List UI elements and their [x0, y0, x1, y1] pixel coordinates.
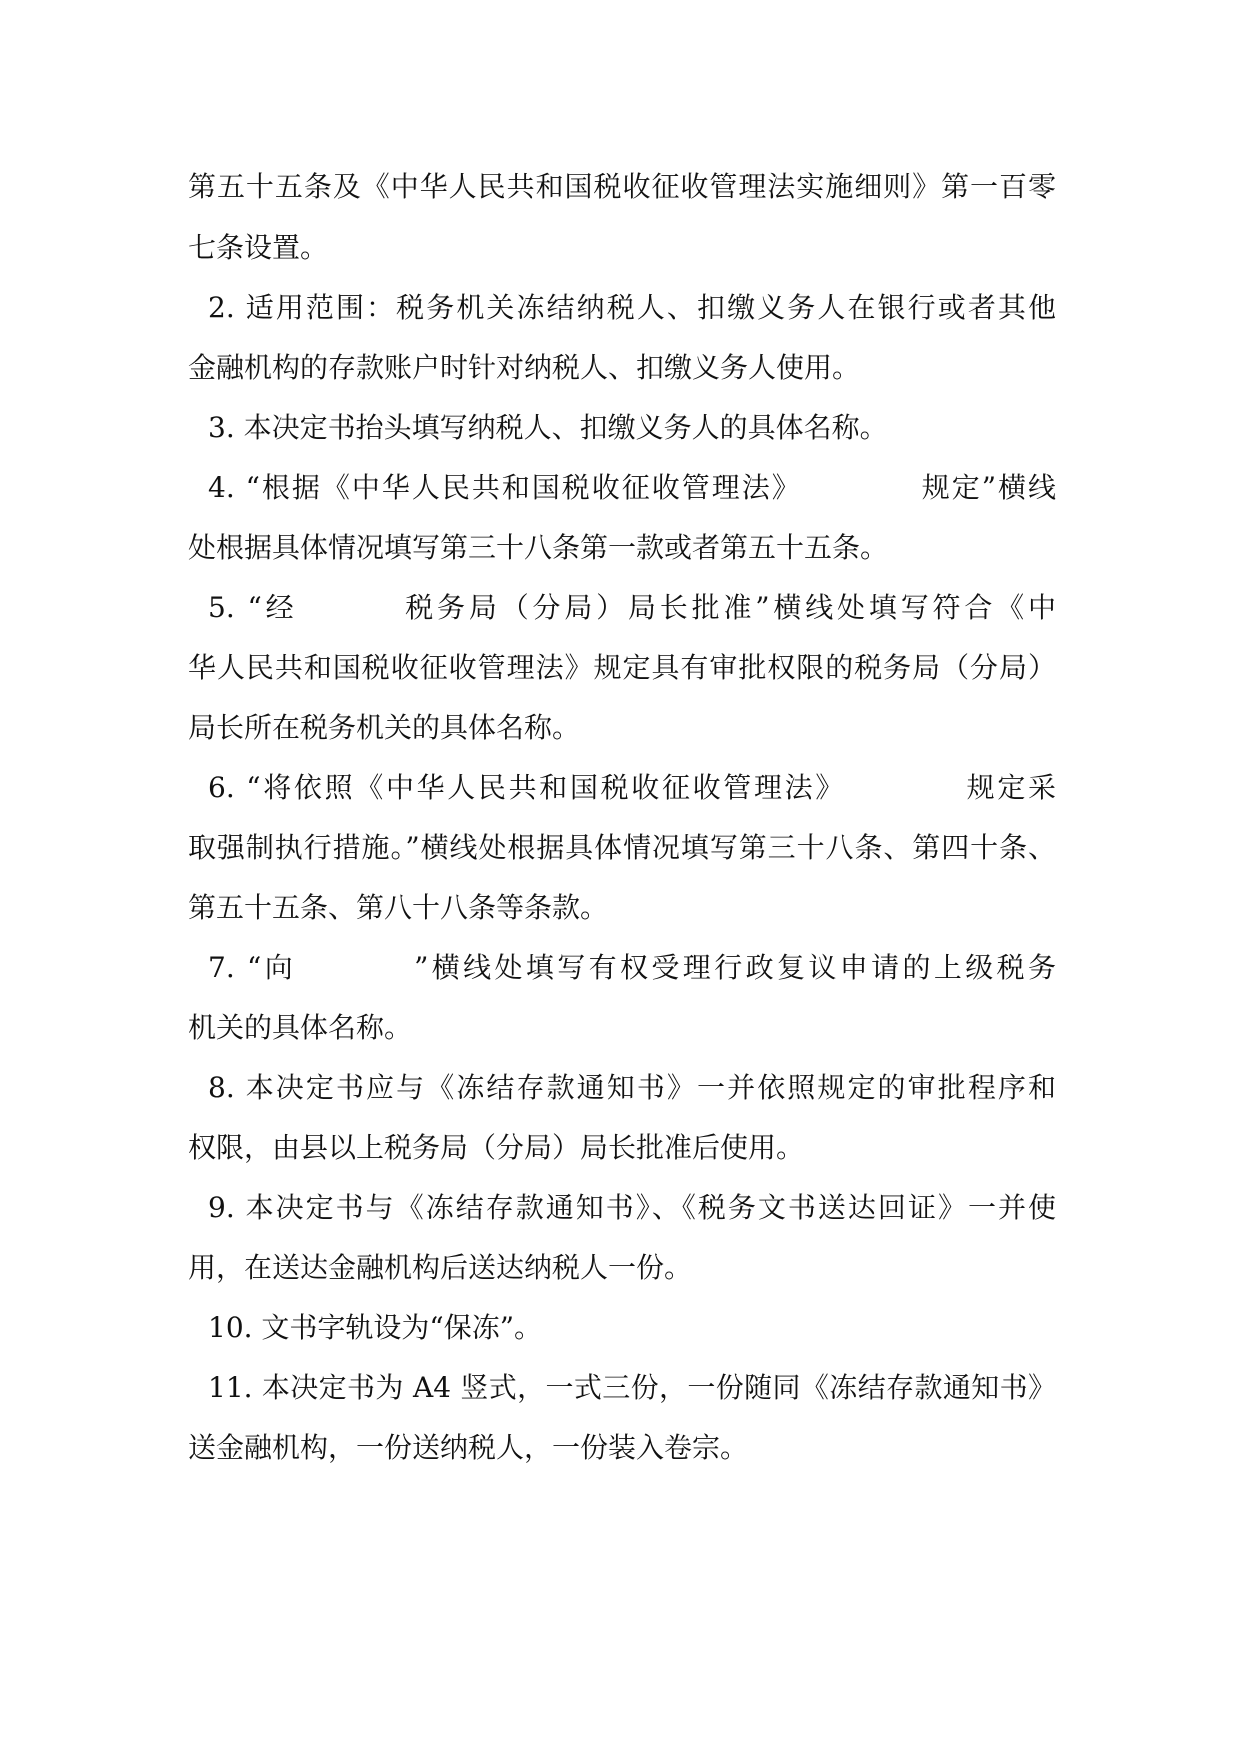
item-5-text-before-blank: 5. “经 — [208, 591, 298, 624]
paragraph-line: 金融机构的存款账户时针对纳税人、扣缴义务人使用。 — [188, 351, 861, 384]
paragraph-line: 第五十五条及《中华人民共和国税收征收管理法实施细则》第一百零 — [188, 170, 1056, 203]
list-item-7 — [188, 938, 1056, 998]
item-6-text-after-blank: 规定采 — [963, 771, 1056, 804]
item-7-text-before-blank: 7. “向 — [208, 951, 297, 984]
list-item-10: 10. 文书字轨设为“保冻”。 — [208, 1311, 543, 1344]
paragraph-line: 处根据具体情况填写第三十八条第一款或者第五十五条。 — [188, 531, 889, 564]
paragraph-line: 机关的具体名称。 — [188, 1011, 413, 1044]
list-item-8: 8. 本决定书应与《冻结存款通知书》一并依照规定的审批程序和 — [208, 1071, 1056, 1104]
list-item-2: 2. 适用范围：税务机关冻结纳税人、扣缴义务人在银行或者其他 — [208, 291, 1056, 324]
document-body — [188, 156, 1056, 1478]
paragraph-line: 用，在送达金融机构后送达纳税人一份。 — [188, 1251, 693, 1284]
item-4-text-before-blank: 4. “根据《中华人民共和国税收征收管理法》 — [208, 471, 802, 504]
item-7-text-after-blank: ”横线处填写有权受理行政复议申请的上级税务 — [414, 951, 1056, 984]
item-6-text-before-blank: 6. “将依照《中华人民共和国税收征收管理法》 — [208, 771, 846, 804]
paragraph-line: 送金融机构，一份送纳税人，一份装入卷宗。 — [188, 1431, 749, 1464]
paragraph-line: 第五十五条、第八十八条等条款。 — [188, 891, 609, 924]
paragraph-line: 取强制执行措施。”横线处根据具体情况填写第三十八条、第四十条、 — [188, 831, 1056, 864]
paragraph-line: 权限，由县以上税务局（分局）局长批准后使用。 — [188, 1131, 805, 1164]
item-5-text-after-blank: 税务局（分局）局长批准”横线处填写符合《中 — [401, 591, 1056, 624]
list-item-5 — [188, 578, 1056, 638]
paragraph-line: 七条设置。 — [188, 231, 329, 264]
list-item-6 — [188, 758, 1056, 818]
paragraph-line: 局长所在税务机关的具体名称。 — [188, 711, 581, 744]
list-item-3: 3. 本决定书抬头填写纳税人、扣缴义务人的具体名称。 — [208, 411, 888, 444]
list-item-4 — [188, 458, 1056, 518]
list-item-9: 9. 本决定书与《冻结存款通知书》、《税务文书送达回证》一并使 — [208, 1191, 1056, 1224]
paragraph-line: 华人民共和国税收征收管理法》规定具有审批权限的税务局（分局） — [188, 651, 1056, 684]
item-4-text-after-blank: 规定”横线 — [919, 471, 1056, 504]
list-item-11: 11. 本决定书为 A4 竖式，一式三份，一份随同《冻结存款通知书》 — [208, 1371, 1056, 1404]
